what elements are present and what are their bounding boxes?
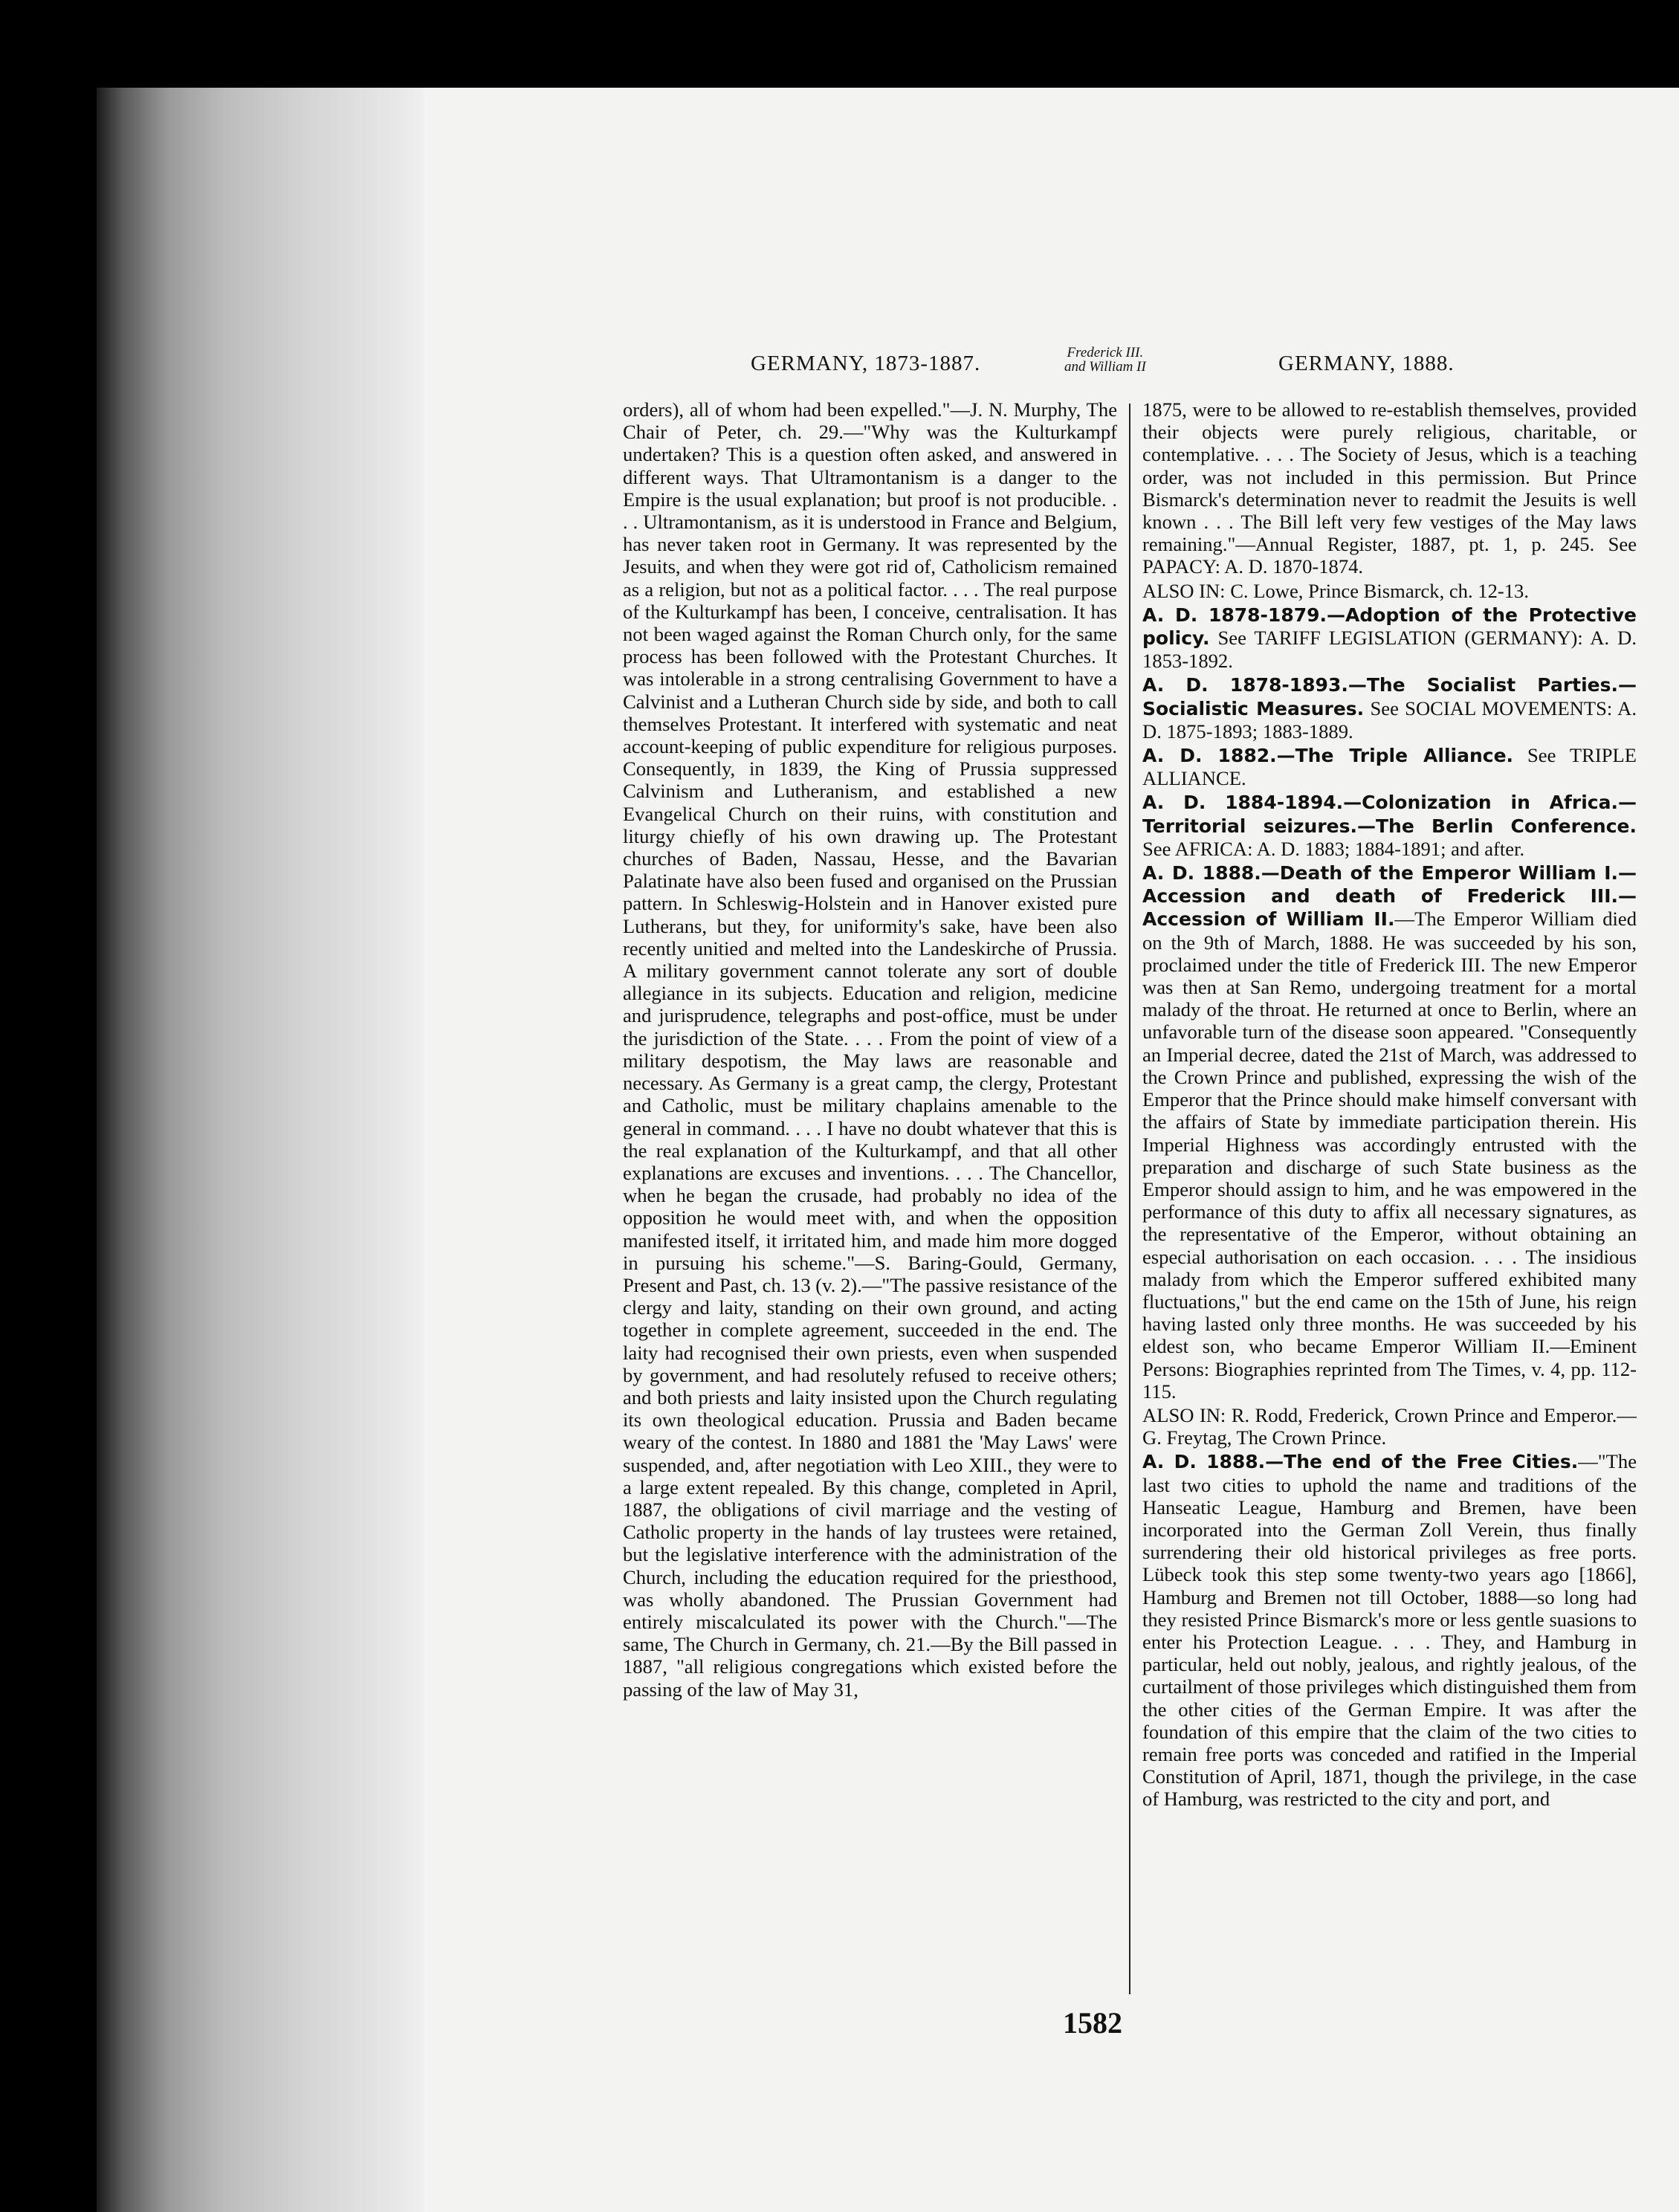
entry-heading: A. D. 1878-1879.—Adoption of the Protective policy. bbox=[1142, 604, 1637, 650]
left-column bbox=[623, 398, 1117, 1993]
left-paragraph-1: orders), all of whom had been expelled."—J. N. Murphy, The Chair of Peter, ch. 29.—"Why was the Kulturkampf undertaken? This is a question often asked, and answered in different ways. That Ultramontanism is a danger to the Empire is the usual explanation; but proof is not producible. . . . Ultramontanism, as it is understood in France and Belgium, has never taken root in Germany. It was represented by the Jesuits, and when they were got rid of, Catholicism remained as a religion, but not as a political factor. . . . The real purpose of the Kulturkampf has been, I conceive, centralisation. It has not been waged against the Roman Church only, for the same process has been followed with the Protestant Churches. It was intolerable in a strong centralising Government to have a Calvinist and a Lutheran Church side by side, and both to call themselves Protestant. It interfered with systematic and neat account-keeping of public expenditure for religious purposes. Consequently, in 1839, the King of Prussia suppressed Calvinism and Lutheranism, and established a new Evangelical Church on their ruins, with constitution and liturgy chiefly of his own drawing up. The Protestant churches of Baden, Nassau, Hesse, and the Bavarian Palatinate have also been fused and organised on the Prussian pattern. In Schleswig-Holstein and in Hanover existed pure Lutherans, but they, for uniformity's sake, have been also recently unitied and melted into the Landeskirche of Prussia. A military government cannot tolerate any sort of double allegiance in its subjects. Education and religion, medicine and jurisprudence, telegraphs and post-office, must be under the jurisdiction of the State. . . . From the point of view of a military despotism, the May laws are reasonable and necessary. As Germany is a great camp, the clergy, Protestant and Catholic, must be military chaplains amenable to the general in command. . . . I have no doubt whatever that this is the real explanation of the Kulturkampf, and that all other explanations are excuses and inventions. . . . The Chancellor, when he began the crusade, had probably no idea of the opposition he would meet with, and when the opposition manifested itself, it irritated him, and made him more dogged in pursuing his scheme."—S. Baring-Gould, Germany, Present and Past, ch. 13 (v. 2).—"The passive resistance of the clergy and laity, standing on their own ground, and acting together in complete agreement, succeeded in the end. The laity had recognised their own priests, even when suspended by government, and had resolutely refused to receive others; and both priests and laity insisted upon the Church regulating its own theological education. Prussia and Baden became weary of the contest. In 1880 and 1881 the 'May Laws' were suspended, and, after negotiation with Leo XIII., they were to a large extent repealed. By this change, completed in April, 1887, the obligations of civil marriage and the vesting of Catholic property in the hands of lay trustees were retained, but the legislative interference with the administration of the Church, including the education required for the priesthood, was wholly abandoned. The Prussian Government had entirely miscalculated its power with the Church."—The same, The Church in Germany, ch. 21.—By the Bill passed in 1887, "all religious congregations which existed before the passing of the law of May 31, bbox=[623, 398, 1117, 1701]
entry-1888-emperors bbox=[1142, 861, 1637, 1403]
entry-1884-1894 bbox=[1142, 791, 1637, 860]
column-rule bbox=[1129, 404, 1130, 1994]
running-head bbox=[424, 345, 1679, 396]
entry-1882 bbox=[1142, 744, 1637, 789]
entry-body: See TARIFF LEGISLATION (GERMANY): A. D. 1853-1892. bbox=[1142, 627, 1637, 673]
header-middle-line1: Frederick III. bbox=[1067, 345, 1144, 360]
page bbox=[424, 88, 1679, 2212]
entry-1878-1879 bbox=[1142, 604, 1637, 673]
header-middle-line2: and William II bbox=[1064, 359, 1146, 375]
header-right: GERMANY, 1888. bbox=[1278, 352, 1455, 375]
right-paragraph-1: 1875, were to be allowed to re-establish themselves, provided their objects were purely religious, charitable, or contemplative. . . . The Society of Jesus, which is a teaching order, was not included in this permission. But Prince Bismarck's determination never to readmit the Jesuits is well known . . . The Bill left very few vestiges of the May laws remaining."—Annual Register, 1887, pt. 1, p. 245. See PAPACY: A. D. 1870-1874. bbox=[1142, 398, 1637, 578]
entry-heading: A. D. 1882.—The Triple Alliance. bbox=[1142, 745, 1514, 767]
entry-1888-free-cities bbox=[1142, 1450, 1637, 1810]
entry-heading: A. D. 1884-1894.—Colonization in Africa.—Territorial seizures.—The Berlin Conference. bbox=[1142, 792, 1637, 837]
entry-body: See SOCIAL MOVEMENTS: A. D. 1875-1893; 1883-1889. bbox=[1142, 696, 1637, 743]
header-left: GERMANY, 1873-1887. bbox=[751, 352, 981, 375]
entry-heading: A. D. 1888.—Death of the Emperor William I.—Accession and death of Frederick III.—Accession of William II. bbox=[1142, 862, 1637, 931]
entry-body: See AFRICA: A. D. 1883; 1884-1891; and after. bbox=[1142, 837, 1525, 860]
entry-1878-1893 bbox=[1142, 673, 1637, 743]
entry-heading: A. D. 1888.—The end of the Free Cities. bbox=[1142, 1451, 1579, 1473]
header-middle bbox=[1064, 346, 1146, 374]
entry-body: —The Emperor William died on the 9th of March, 1888. He was succeeded by his son, proclaimed under the title of Frederick III. The new Emperor was then at San Remo, undergoing treatment for a mortal malady of the throat. He returned at once to Berlin, where an unfavorable turn of the disease soon appeared. "Consequently an Imperial decree, dated the 21st of March, was addressed to the Crown Prince and published, expressing the wish of the Emperor that the Prince should make himself conversant with the affairs of State by immediate participation therein. His Imperial Highness was accordingly entrusted with the preparation and discharge of such State business as the Emperor should assign to him, and he was empowered in the performance of this duty to affix all necessary signatures, as the representative of the Emperor, without obtaining an especial authorisation on each occasion. . . . The insidious malady from which the Emperor suffered exhibited many fluctuations," but the end came on the 15th of June, his reign having lasted only three months. He was succeeded by his eldest son, who became Emperor William II.—Eminent Persons: Biographies reprinted from The Times, v. 4, pp. 112-115. bbox=[1142, 908, 1637, 1403]
right-paragraph-2: ALSO IN: C. Lowe, Prince Bismarck, ch. 12-13. bbox=[1142, 579, 1529, 602]
page-number: 1582 bbox=[1063, 2006, 1122, 2040]
entry-heading: A. D. 1878-1893.—The Socialist Parties.—Socialistic Measures. bbox=[1142, 674, 1637, 719]
right-column bbox=[1142, 398, 1637, 1993]
entry-body: —"The last two cities to uphold the name and traditions of the Hanseatic League, Hamburg and Bremen, have been incorporated into the German Zoll Verein, thus finally surrendering their old historical privileges as free ports. Lübeck took this step some twenty-two years ago [1866], Hamburg and Bremen not till October, 1888—so long had they resisted Prince Bismarck's more or less gentle suasions to enter his Protection League. . . . They, and Hamburg in particular, held out nobly, jealous, and rightly jealous, of the curtailment of those privileges which distinguished them from the other cities of the German Empire. It was after the foundation of this empire that the claim of the two cities to remain free ports was conceded and ratified in the Imperial Constitution of April, 1871, though the privilege, in the case of Hamburg, was restricted to the city and port, and bbox=[1142, 1450, 1637, 1811]
entry-body: See TRIPLE ALLIANCE. bbox=[1142, 744, 1637, 790]
right-paragraph-also-in: ALSO IN: R. Rodd, Frederick, Crown Prince and Emperor.—G. Freytag, The Crown Prince. bbox=[1142, 1403, 1637, 1449]
binding-gutter bbox=[97, 88, 424, 2212]
